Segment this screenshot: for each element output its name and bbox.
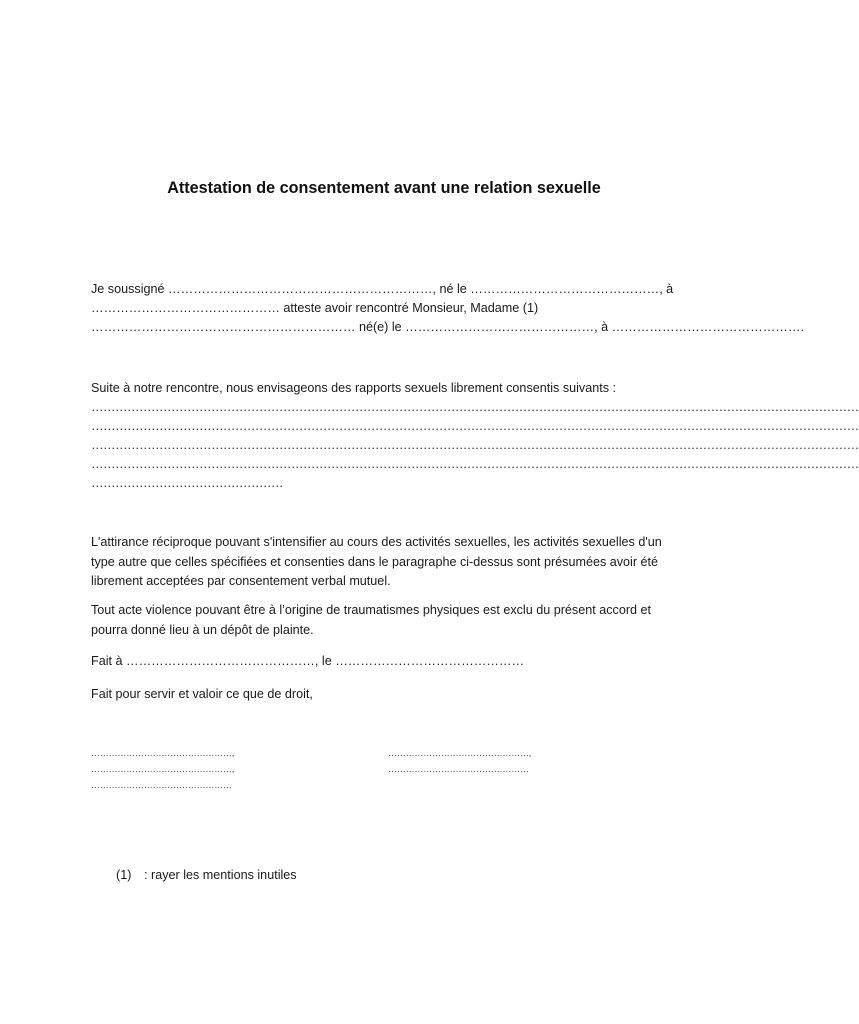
signature-left-line-1: …………………………………………, [91,748,235,758]
activities-dotted-line-1: ………………………………………………………………………………………………………………………………………………………………………… [91,400,859,414]
activities-intro: Suite à notre rencontre, nous envisageons des rapports sexuels librement consentis suivants : [91,381,617,395]
activities-dotted-line-2: ………………………………………………………………………………………………………………………………………………………………………… [91,419,859,433]
identity-line-2: ……………………………………… atteste avoir rencontré Monsieur, Madame (1) [91,301,539,315]
paragraph-attraction: L'attirance réciproque pouvant s'intensifier au cours des activités sexuelles, les activités sexuelles d'un type autre que celles spécifiées et consenties dans le paragraphe ci-dessus sont présumées avoir été librement acceptées par consentement verbal mutuel. [91,535,662,588]
footnote [116,865,297,885]
fait-pour-line: Fait pour servir et valoir ce que de droit, [91,687,313,701]
activities-dotted-line-3: ………………………………………………………………………………………………………………………………………………………………………… [91,438,859,452]
activities-dotted-line-4: ………………………………………………………………………………………………………………………………………………………………………… [91,457,859,471]
signature-right-line-2: ………………………………………… [388,764,529,774]
footnote-number: (1) [116,868,132,882]
footnote-text: : rayer les mentions inutiles [144,868,297,882]
paragraph-violence: Tout acte violence pouvant être à l’origine de traumatismes physiques est exclu du présent accord et pourra donné lieu à un dépôt de plainte. [91,603,652,637]
signature-right-line-1: …………………………………………, [388,748,532,758]
signature-left-line-3: ………………………………………… [91,780,232,790]
signature-left-line-2: …………………………………………, [91,764,235,774]
identity-line-3: ……………………………………………………… né(e) le ………………………………………, à ………………………………………. [91,320,804,334]
fait-a-line: Fait à ………………………………………, le ……………………………………… [91,654,525,668]
identity-line-1: Je soussigné ………………………………………………………, né le ………………………………………, à [91,282,674,296]
document-title: Attestation de consentement avant une relation sexuelle [167,179,601,197]
activities-dotted-line-5: ………………………………………… [91,476,283,490]
